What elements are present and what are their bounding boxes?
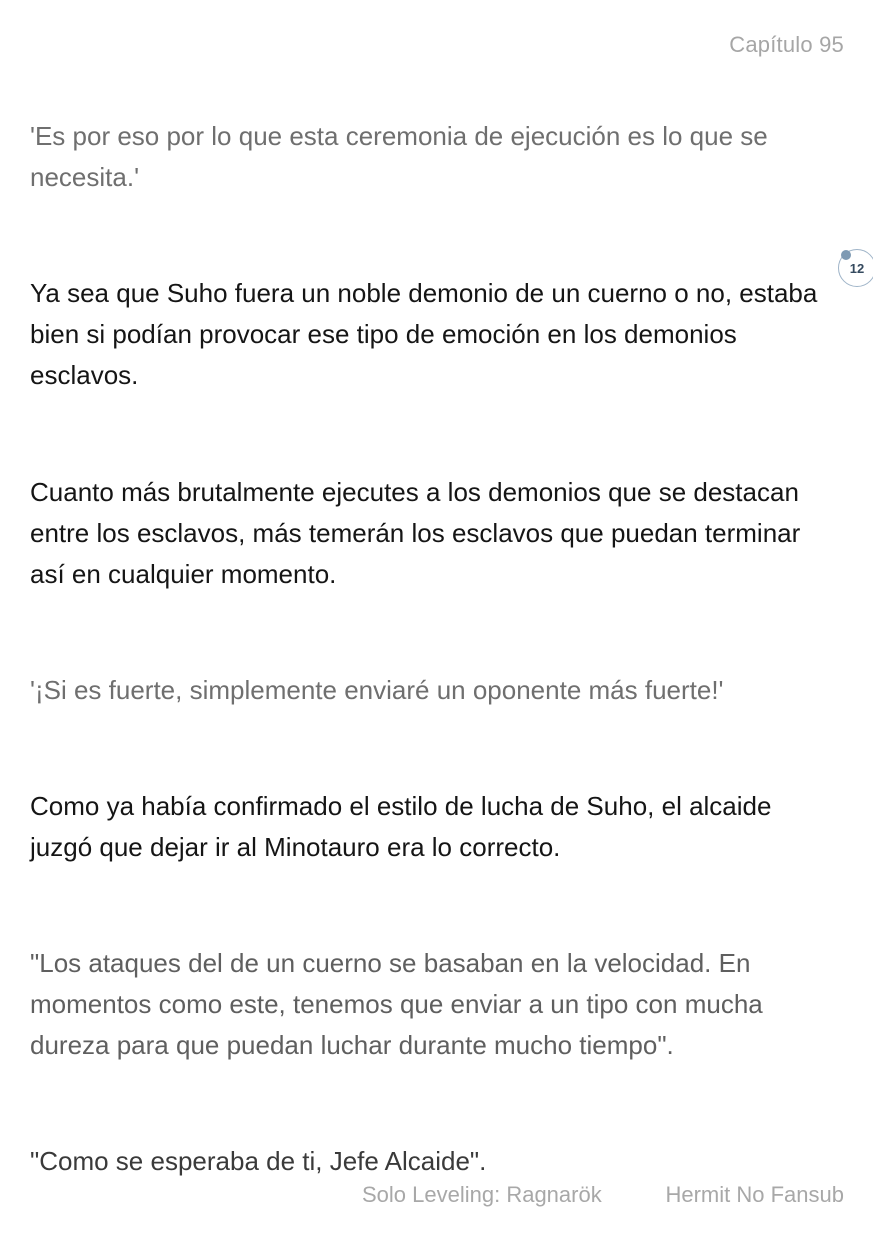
footer-translator: Hermit No Fansub xyxy=(665,1182,844,1207)
paragraph-dialogue-1: "Los ataques del de un cuerno se basaban en la velocidad. En momentos como este, tenemos que enviar a un tipo con mucha dureza para que puedan luchar durante mucho tiempo". xyxy=(30,948,763,1060)
chapter-label: Capítulo 95 xyxy=(729,32,844,57)
page-number: 12 xyxy=(849,260,865,276)
paragraph-thought-1: 'Es por eso por lo que esta ceremonia de ejecución es lo que se necesita.' xyxy=(30,121,768,192)
paragraph-thought-2: '¡Si es fuerte, simplemente enviaré un oponente más fuerte!' xyxy=(30,675,724,705)
paragraph-narration-3: Como ya había confirmado el estilo de lucha de Suho, el alcaide juzgó que dejar ir al Minotauro era lo correcto. xyxy=(30,791,772,862)
page-badge-dot-icon xyxy=(841,250,851,260)
footer-book-title: Solo Leveling: Ragnarök xyxy=(362,1182,602,1207)
paragraph-dialogue-2: "Como se esperaba de ti, Jefe Alcaide". xyxy=(30,1146,487,1176)
paragraph-narration-1: Ya sea que Suho fuera un noble demonio de un cuerno o no, estaba bien si podían provocar ese tipo de emoción en los demonios esclavos. xyxy=(30,278,818,390)
paragraph-narration-2: Cuanto más brutalmente ejecutes a los demonios que se destacan entre los esclavos, más temerán los esclavos que puedan terminar así en cualquier momento. xyxy=(30,477,801,589)
